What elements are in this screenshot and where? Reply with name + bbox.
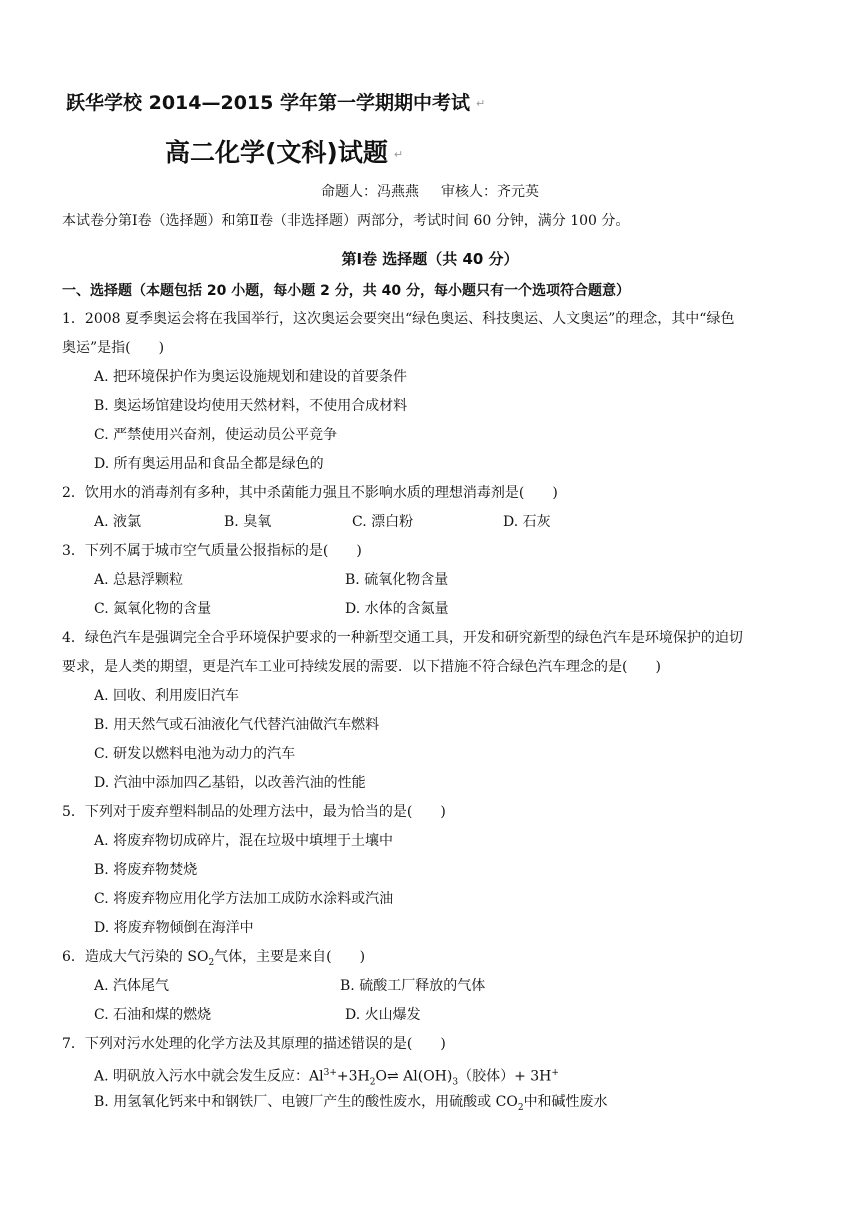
question-2-option-b: B. 臭氧 — [224, 514, 272, 530]
question-3-option-c: C. 氮氧化物的含量 — [94, 601, 212, 617]
question-5-option-a: A. 将废弃物切成碎片，混在垃圾中填埋于土壤中 — [94, 833, 394, 849]
question-7-option-b: B. 用氢氧化钙来中和钢铁厂、电镀厂产生的酸性废水，用硫酸或 $CO_2$中和碱性废水 — [94, 1094, 608, 1113]
question-5-stem: 5．下列对于废弃塑料制品的处理方法中，最为恰当的是( ) — [62, 804, 446, 820]
question-4-stem-cont: 要求，是人类的期望，更是汽车工业可持续发展的需要．以下措施不符合绿色汽车理念的是( ) — [62, 659, 661, 675]
return-mark-icon: ↵ — [476, 97, 486, 110]
return-mark-icon: ↵ — [393, 147, 404, 161]
authors-line — [0, 181, 860, 201]
question-7-option-a: A. 明矾放入污水中就会发生反应：$Al^{3+}+3H_2O\rightleftharpoons$ $Al(OH)_3$（胶体）+ 3H+ — [94, 1068, 559, 1088]
question-4-option-b: B. 用天然气或石油液化气代替汽油做汽车燃料 — [94, 717, 380, 733]
question-3-stem: 3．下列不属于城市空气质量公报指标的是( ) — [62, 543, 362, 559]
question-1-option-c: C. 严禁使用兴奋剂，使运动员公平竞争 — [94, 427, 338, 443]
question-4-stem: 4．绿色汽车是强调完全合乎环境保护要求的一种新型交通工具，开发和研究新型的绿色汽车是环境保护的迫切 — [62, 630, 743, 646]
reviewer: 审核人：齐元英 — [441, 184, 539, 200]
section-instructions: 一、选择题（本题包括 20 小题，每小题 2 分，共 40 分，每小题只有一个选项符合题意） — [62, 283, 630, 299]
question-4-option-d: D. 汽油中添加四乙基铅，以改善汽油的性能 — [94, 775, 366, 791]
question-1-stem-cont: 奥运”是指( ) — [62, 340, 165, 356]
question-5-option-b: B. 将废弃物焚烧 — [94, 862, 198, 878]
setter: 命题人：冯燕燕 — [321, 184, 419, 200]
question-4-option-c: C. 研发以燃料电池为动力的汽车 — [94, 746, 296, 762]
question-3-option-b: B. 硫氧化物含量 — [345, 572, 449, 588]
exam-intro: 本试卷分第Ⅰ卷（选择题）和第Ⅱ卷（非选择题）两部分，考试时间 60 分钟，满分 100 分。 — [62, 213, 630, 229]
question-4-option-a: A. 回收、利用废旧汽车 — [94, 688, 240, 704]
question-1-stem: 1．2008 夏季奥运会将在我国举行，这次奥运会要突出“绿色奥运、科技奥运、人文奥运”的理念，其中“绿色 — [62, 311, 735, 327]
question-1-option-b: B. 奥运场馆建设均使用天然材料，不使用合成材料 — [94, 398, 408, 414]
question-2-stem: 2．饮用水的消毒剂有多种，其中杀菌能力强且不影响水质的理想消毒剂是( ) — [62, 485, 558, 501]
question-6-stem: 6．造成大气污染的 $SO_2$气体，主要是来自( ) — [62, 949, 366, 968]
school-title: 跃华学校 2014—2015 学年第一学期期中考试 ↵ — [66, 92, 486, 114]
question-3-option-a: A. 总悬浮颗粒 — [94, 572, 184, 588]
question-5-option-c: C. 将废弃物应用化学方法加工成防水涂料或汽油 — [94, 891, 394, 907]
question-6-option-c: C. 石油和煤的燃烧 — [94, 1007, 212, 1023]
question-7-stem: 7．下列对污水处理的化学方法及其原理的描述错误的是( ) — [62, 1036, 446, 1052]
question-3-option-d: D. 水体的含氮量 — [345, 601, 449, 617]
section-title: 第Ⅰ卷 选择题（共 40 分） — [341, 250, 519, 268]
question-5-option-d: D. 将废弃物倾倒在海洋中 — [94, 920, 254, 936]
question-6-option-a: A. 汽体尾气 — [94, 978, 170, 994]
question-2-option-c: C. 漂白粉 — [352, 514, 414, 530]
question-2-option-d: D. 石灰 — [503, 514, 551, 530]
question-2-option-a: A. 液氯 — [94, 514, 142, 530]
question-6-option-d: D. 火山爆发 — [345, 1007, 421, 1023]
question-1-option-a: A. 把环境保护作为奥运设施规划和建设的首要条件 — [94, 369, 408, 385]
question-1-option-d: D. 所有奥运用品和食品全都是绿色的 — [94, 456, 324, 472]
paper-title: 高二化学(文科)试题 ↵ — [165, 138, 404, 167]
question-6-option-b: B. 硫酸工厂释放的气体 — [340, 978, 486, 994]
